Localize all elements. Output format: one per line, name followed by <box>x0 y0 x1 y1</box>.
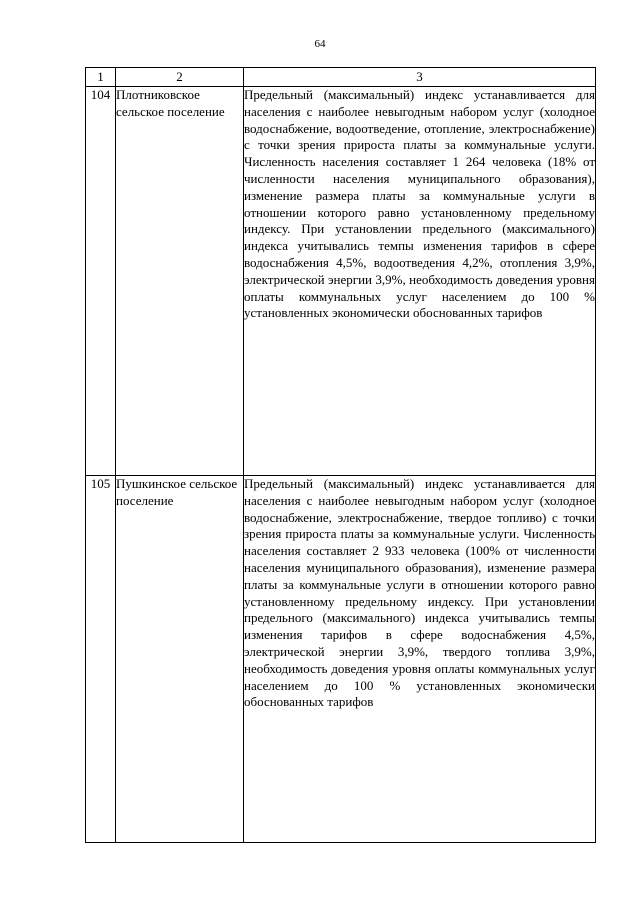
table-row <box>86 87 596 476</box>
settlement-name: Пушкинское сельское поселение <box>116 476 244 843</box>
tariff-index-table <box>85 67 596 843</box>
row-number: 104 <box>86 87 116 476</box>
column-header-3: 3 <box>244 68 596 87</box>
index-description: Предельный (максимальный) индекс устанавливается для населения с наиболее невыгодным набором услуг (холодное водоснабжение, электроснабжение, твердое топливо) с точки зрения прироста платы за коммунальные услуги. Численность населения составляет 2 933 человека (100% от численности населения муниципального образования), изменение размера платы за коммунальные услуги в отношении которого равно установленному предельному индексу. При установлении предельного (максимального) индекса учитывались темпы изменения тарифов в сфере водоснабжения 4,5%, электрической энергии 3,9%, твердого топлива 3,9%, необходимость доведения уровня оплаты коммунальных услуг населением до 100 % установленных экономически обоснованных тарифов <box>244 476 596 843</box>
index-description: Предельный (максимальный) индекс устанавливается для населения с наиболее невыгодным набором услуг (холодное водоснабжение, водоотведение, отопление, электроснабжение) с точки зрения прироста платы за коммунальные услуги. Численность населения составляет 1 264 человека (18% от численности населения муниципального образования), изменение размера платы за коммунальные услуги в отношении которого равно установленному предельному индексу. При установлении предельного (максимального) индекса учитывались темпы изменения тарифов в сфере водоснабжения 4,5%, водоотведения 4,2%, отопления 3,9%, электрической энергии 3,9%, необходимость доведения уровня оплаты коммунальных услуг населением до 100 % установленных экономически обоснованных тарифов <box>244 87 596 476</box>
row-number: 105 <box>86 476 116 843</box>
settlement-name: Плотниковское сельское поселение <box>116 87 244 476</box>
column-header-2: 2 <box>116 68 244 87</box>
page-number: 64 <box>314 38 326 50</box>
table-row <box>86 476 596 843</box>
table-header-row <box>86 68 596 87</box>
column-header-1: 1 <box>86 68 116 87</box>
